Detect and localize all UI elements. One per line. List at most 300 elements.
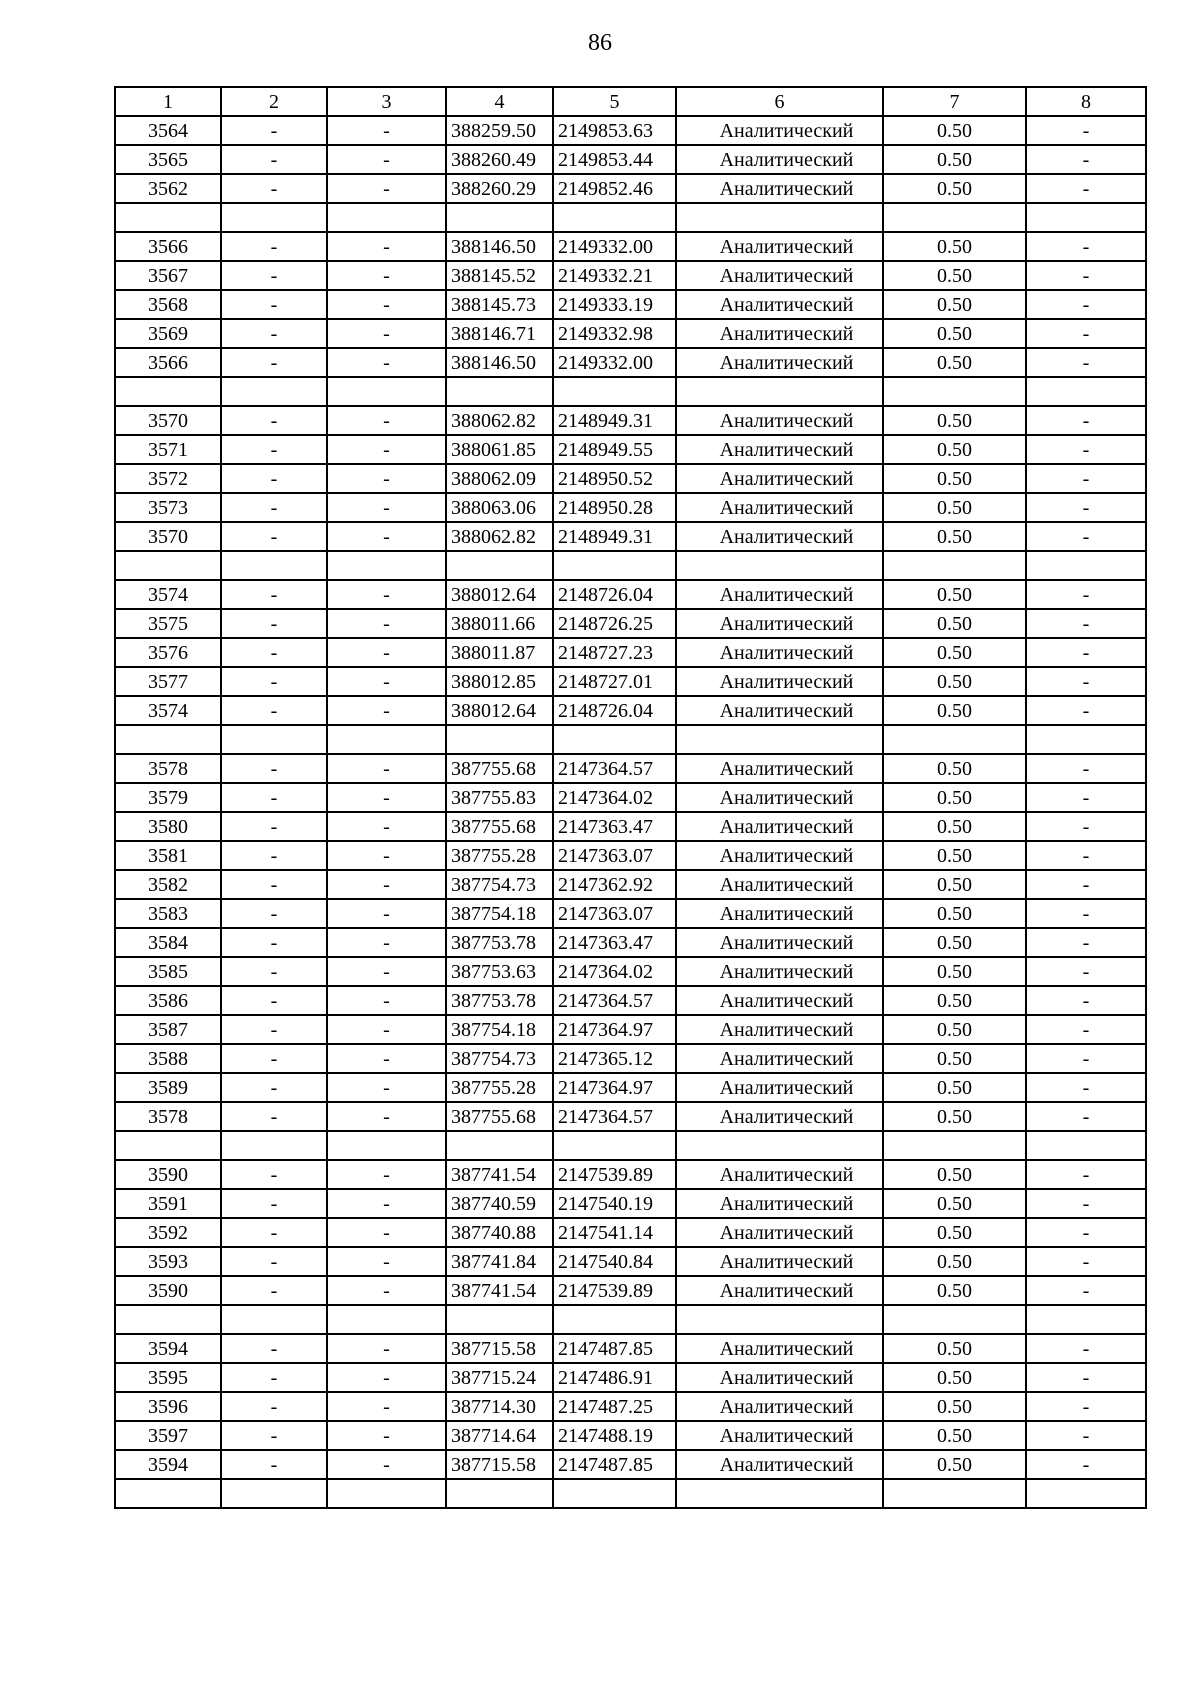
point-number-cell: 3590 — [115, 1276, 221, 1305]
col3-cell: - — [327, 493, 446, 522]
separator-row — [115, 551, 1146, 580]
col8-cell — [1026, 203, 1146, 232]
col3-cell: - — [327, 899, 446, 928]
col8-cell — [1026, 551, 1146, 580]
y-coordinate-cell: 2147540.19 — [553, 1189, 676, 1218]
y-coordinate-cell: 2147364.97 — [553, 1015, 676, 1044]
point-number-cell: 3572 — [115, 464, 221, 493]
method-cell: Аналитический — [676, 899, 883, 928]
y-coordinate-cell: 2147540.84 — [553, 1247, 676, 1276]
method-cell: Аналитический — [676, 754, 883, 783]
table-row — [115, 464, 1146, 493]
col2-cell: - — [221, 928, 327, 957]
accuracy-cell: 0.50 — [883, 870, 1026, 899]
method-cell: Аналитический — [676, 1247, 883, 1276]
y-coordinate-cell: 2149332.00 — [553, 348, 676, 377]
col2-cell: - — [221, 232, 327, 261]
accuracy-cell: 0.50 — [883, 696, 1026, 725]
col3-cell: - — [327, 783, 446, 812]
point-number-cell: 3589 — [115, 1073, 221, 1102]
col3-cell: - — [327, 609, 446, 638]
y-coordinate-cell: 2148949.31 — [553, 406, 676, 435]
table-row — [115, 667, 1146, 696]
col3-cell — [327, 1305, 446, 1334]
table-row — [115, 1073, 1146, 1102]
col3-cell — [327, 551, 446, 580]
table-row — [115, 609, 1146, 638]
accuracy-cell: 0.50 — [883, 1102, 1026, 1131]
x-coordinate-cell: 388145.52 — [446, 261, 553, 290]
col2-cell: - — [221, 1218, 327, 1247]
y-coordinate-cell: 2147487.25 — [553, 1392, 676, 1421]
y-coordinate-cell: 2147486.91 — [553, 1363, 676, 1392]
accuracy-cell: 0.50 — [883, 1276, 1026, 1305]
col2-cell: - — [221, 319, 327, 348]
y-coordinate-cell: 2147364.97 — [553, 1073, 676, 1102]
col2-cell: - — [221, 1247, 327, 1276]
col8-cell: - — [1026, 406, 1146, 435]
col2-cell: - — [221, 580, 327, 609]
accuracy-cell: 0.50 — [883, 261, 1026, 290]
point-number-cell: 3568 — [115, 290, 221, 319]
x-coordinate-cell: 387741.84 — [446, 1247, 553, 1276]
x-coordinate-cell: 388260.29 — [446, 174, 553, 203]
col2-cell: - — [221, 1189, 327, 1218]
method-cell — [676, 725, 883, 754]
col3-cell: - — [327, 1218, 446, 1247]
col2-cell: - — [221, 493, 327, 522]
x-coordinate-cell: 387755.28 — [446, 841, 553, 870]
method-cell — [676, 1305, 883, 1334]
col3-cell: - — [327, 406, 446, 435]
page-number: 86 — [588, 30, 612, 56]
accuracy-cell — [883, 1305, 1026, 1334]
y-coordinate-cell: 2147364.57 — [553, 986, 676, 1015]
col3-cell: - — [327, 1160, 446, 1189]
x-coordinate-cell: 388011.87 — [446, 638, 553, 667]
x-coordinate-cell — [446, 1131, 553, 1160]
point-number-cell: 3578 — [115, 1102, 221, 1131]
col8-cell: - — [1026, 1247, 1146, 1276]
accuracy-cell: 0.50 — [883, 493, 1026, 522]
separator-row — [115, 377, 1146, 406]
col2-cell: - — [221, 1450, 327, 1479]
point-number-cell: 3566 — [115, 232, 221, 261]
coordinates-table — [114, 86, 1147, 1509]
point-number-cell: 3587 — [115, 1015, 221, 1044]
x-coordinate-cell: 387753.78 — [446, 986, 553, 1015]
y-coordinate-cell: 2147541.14 — [553, 1218, 676, 1247]
method-cell: Аналитический — [676, 1073, 883, 1102]
table-row — [115, 1189, 1146, 1218]
point-number-cell: 3586 — [115, 986, 221, 1015]
separator-row — [115, 725, 1146, 754]
x-coordinate-cell: 388062.82 — [446, 522, 553, 551]
col2-cell — [221, 377, 327, 406]
method-cell: Аналитический — [676, 1276, 883, 1305]
col2-cell: - — [221, 1160, 327, 1189]
x-coordinate-cell: 387715.58 — [446, 1450, 553, 1479]
col8-cell: - — [1026, 464, 1146, 493]
y-coordinate-cell: 2148950.28 — [553, 493, 676, 522]
y-coordinate-cell — [553, 1131, 676, 1160]
table-row — [115, 1160, 1146, 1189]
col3-cell — [327, 725, 446, 754]
col2-cell: - — [221, 1073, 327, 1102]
col8-cell: - — [1026, 638, 1146, 667]
col2-cell: - — [221, 174, 327, 203]
col8-cell: - — [1026, 116, 1146, 145]
col2-cell: - — [221, 435, 327, 464]
method-cell: Аналитический — [676, 1363, 883, 1392]
y-coordinate-cell: 2147363.47 — [553, 812, 676, 841]
col2-cell — [221, 1305, 327, 1334]
point-number-cell: 3575 — [115, 609, 221, 638]
col8-cell: - — [1026, 899, 1146, 928]
col3-cell: - — [327, 986, 446, 1015]
col8-cell: - — [1026, 1189, 1146, 1218]
method-cell: Аналитический — [676, 667, 883, 696]
header-cell: 7 — [883, 87, 1026, 116]
col8-cell: - — [1026, 319, 1146, 348]
col3-cell: - — [327, 1073, 446, 1102]
col3-cell: - — [327, 638, 446, 667]
method-cell: Аналитический — [676, 841, 883, 870]
x-coordinate-cell: 388011.66 — [446, 609, 553, 638]
col8-cell: - — [1026, 1450, 1146, 1479]
accuracy-cell: 0.50 — [883, 1392, 1026, 1421]
col3-cell: - — [327, 812, 446, 841]
col3-cell: - — [327, 348, 446, 377]
col2-cell: - — [221, 116, 327, 145]
table-row — [115, 928, 1146, 957]
col3-cell: - — [327, 1392, 446, 1421]
col8-cell: - — [1026, 1276, 1146, 1305]
method-cell: Аналитический — [676, 232, 883, 261]
point-number-cell: 3593 — [115, 1247, 221, 1276]
accuracy-cell: 0.50 — [883, 174, 1026, 203]
accuracy-cell: 0.50 — [883, 232, 1026, 261]
method-cell: Аналитический — [676, 406, 883, 435]
y-coordinate-cell: 2147362.92 — [553, 870, 676, 899]
y-coordinate-cell: 2147487.85 — [553, 1450, 676, 1479]
col2-cell: - — [221, 1015, 327, 1044]
table-row — [115, 145, 1146, 174]
col8-cell: - — [1026, 1160, 1146, 1189]
point-number-cell: 3590 — [115, 1160, 221, 1189]
accuracy-cell: 0.50 — [883, 1073, 1026, 1102]
point-number-cell: 3594 — [115, 1450, 221, 1479]
col8-cell: - — [1026, 1102, 1146, 1131]
table-row — [115, 232, 1146, 261]
accuracy-cell: 0.50 — [883, 754, 1026, 783]
accuracy-cell: 0.50 — [883, 841, 1026, 870]
accuracy-cell: 0.50 — [883, 464, 1026, 493]
col8-cell: - — [1026, 928, 1146, 957]
table-row — [115, 290, 1146, 319]
table-row — [115, 116, 1146, 145]
y-coordinate-cell: 2147364.57 — [553, 1102, 676, 1131]
x-coordinate-cell: 388260.49 — [446, 145, 553, 174]
table-row — [115, 1450, 1146, 1479]
point-number-cell: 3570 — [115, 406, 221, 435]
method-cell: Аналитический — [676, 1015, 883, 1044]
col3-cell: - — [327, 754, 446, 783]
x-coordinate-cell — [446, 725, 553, 754]
method-cell: Аналитический — [676, 638, 883, 667]
method-cell: Аналитический — [676, 464, 883, 493]
point-number-cell: 3592 — [115, 1218, 221, 1247]
col8-cell: - — [1026, 986, 1146, 1015]
accuracy-cell: 0.50 — [883, 116, 1026, 145]
header-cell: 1 — [115, 87, 221, 116]
col3-cell: - — [327, 1044, 446, 1073]
y-coordinate-cell — [553, 551, 676, 580]
col8-cell: - — [1026, 290, 1146, 319]
accuracy-cell: 0.50 — [883, 522, 1026, 551]
table-row — [115, 348, 1146, 377]
col8-cell: - — [1026, 812, 1146, 841]
accuracy-cell: 0.50 — [883, 899, 1026, 928]
col3-cell: - — [327, 667, 446, 696]
header-cell: 3 — [327, 87, 446, 116]
col2-cell: - — [221, 290, 327, 319]
table-row — [115, 493, 1146, 522]
table-row — [115, 783, 1146, 812]
accuracy-cell: 0.50 — [883, 783, 1026, 812]
col8-cell — [1026, 377, 1146, 406]
col8-cell: - — [1026, 261, 1146, 290]
table-row — [115, 986, 1146, 1015]
accuracy-cell: 0.50 — [883, 1160, 1026, 1189]
accuracy-cell: 0.50 — [883, 1450, 1026, 1479]
y-coordinate-cell — [553, 725, 676, 754]
col2-cell: - — [221, 638, 327, 667]
col8-cell: - — [1026, 1392, 1146, 1421]
method-cell: Аналитический — [676, 1189, 883, 1218]
col2-cell: - — [221, 145, 327, 174]
method-cell: Аналитический — [676, 522, 883, 551]
method-cell: Аналитический — [676, 261, 883, 290]
method-cell — [676, 203, 883, 232]
point-number-cell: 3577 — [115, 667, 221, 696]
point-number-cell: 3574 — [115, 580, 221, 609]
col3-cell: - — [327, 464, 446, 493]
table-row — [115, 1363, 1146, 1392]
col8-cell — [1026, 725, 1146, 754]
y-coordinate-cell: 2147363.47 — [553, 928, 676, 957]
col8-cell: - — [1026, 174, 1146, 203]
accuracy-cell: 0.50 — [883, 1247, 1026, 1276]
col8-cell: - — [1026, 696, 1146, 725]
x-coordinate-cell: 387754.73 — [446, 870, 553, 899]
table-row — [115, 754, 1146, 783]
col3-cell: - — [327, 1015, 446, 1044]
table-row — [115, 870, 1146, 899]
point-number-cell: 3585 — [115, 957, 221, 986]
x-coordinate-cell: 388012.64 — [446, 580, 553, 609]
col2-cell: - — [221, 406, 327, 435]
method-cell: Аналитический — [676, 1044, 883, 1073]
x-coordinate-cell: 388259.50 — [446, 116, 553, 145]
col3-cell: - — [327, 1189, 446, 1218]
accuracy-cell: 0.50 — [883, 145, 1026, 174]
header-cell: 8 — [1026, 87, 1146, 116]
col3-cell: - — [327, 261, 446, 290]
method-cell — [676, 1131, 883, 1160]
accuracy-cell: 0.50 — [883, 290, 1026, 319]
accuracy-cell: 0.50 — [883, 406, 1026, 435]
col3-cell: - — [327, 1247, 446, 1276]
col8-cell: - — [1026, 580, 1146, 609]
table-row — [115, 522, 1146, 551]
col8-cell: - — [1026, 609, 1146, 638]
y-coordinate-cell — [553, 1305, 676, 1334]
method-cell: Аналитический — [676, 1160, 883, 1189]
method-cell: Аналитический — [676, 609, 883, 638]
col8-cell: - — [1026, 348, 1146, 377]
method-cell: Аналитический — [676, 580, 883, 609]
table-row — [115, 812, 1146, 841]
separator-row — [115, 1479, 1146, 1508]
method-cell: Аналитический — [676, 290, 883, 319]
y-coordinate-cell: 2149332.00 — [553, 232, 676, 261]
col3-cell — [327, 377, 446, 406]
point-number-cell — [115, 725, 221, 754]
point-number-cell — [115, 1305, 221, 1334]
y-coordinate-cell: 2148949.31 — [553, 522, 676, 551]
col8-cell: - — [1026, 1363, 1146, 1392]
col2-cell: - — [221, 1421, 327, 1450]
x-coordinate-cell: 388012.64 — [446, 696, 553, 725]
y-coordinate-cell — [553, 377, 676, 406]
col8-cell — [1026, 1131, 1146, 1160]
col2-cell: - — [221, 754, 327, 783]
point-number-cell — [115, 377, 221, 406]
y-coordinate-cell: 2147539.89 — [553, 1276, 676, 1305]
method-cell: Аналитический — [676, 986, 883, 1015]
method-cell: Аналитический — [676, 870, 883, 899]
accuracy-cell — [883, 377, 1026, 406]
col3-cell — [327, 1131, 446, 1160]
point-number-cell: 3576 — [115, 638, 221, 667]
point-number-cell: 3581 — [115, 841, 221, 870]
col2-cell: - — [221, 812, 327, 841]
accuracy-cell: 0.50 — [883, 348, 1026, 377]
header-cell: 2 — [221, 87, 327, 116]
point-number-cell: 3591 — [115, 1189, 221, 1218]
y-coordinate-cell: 2147363.07 — [553, 899, 676, 928]
col8-cell: - — [1026, 145, 1146, 174]
method-cell: Аналитический — [676, 116, 883, 145]
col3-cell: - — [327, 957, 446, 986]
x-coordinate-cell: 387755.28 — [446, 1073, 553, 1102]
y-coordinate-cell: 2147539.89 — [553, 1160, 676, 1189]
table-row — [115, 261, 1146, 290]
accuracy-cell: 0.50 — [883, 435, 1026, 464]
y-coordinate-cell: 2149853.63 — [553, 116, 676, 145]
table-row — [115, 319, 1146, 348]
col3-cell — [327, 1479, 446, 1508]
table-row — [115, 1247, 1146, 1276]
table-row — [115, 1392, 1146, 1421]
x-coordinate-cell: 388146.50 — [446, 348, 553, 377]
col8-cell: - — [1026, 1334, 1146, 1363]
point-number-cell: 3582 — [115, 870, 221, 899]
method-cell: Аналитический — [676, 145, 883, 174]
point-number-cell: 3588 — [115, 1044, 221, 1073]
col8-cell: - — [1026, 493, 1146, 522]
table-row — [115, 1334, 1146, 1363]
col2-cell: - — [221, 841, 327, 870]
col3-cell: - — [327, 174, 446, 203]
accuracy-cell: 0.50 — [883, 638, 1026, 667]
table-row — [115, 1276, 1146, 1305]
col2-cell — [221, 1479, 327, 1508]
y-coordinate-cell: 2147364.57 — [553, 754, 676, 783]
col2-cell: - — [221, 986, 327, 1015]
x-coordinate-cell: 387755.83 — [446, 783, 553, 812]
header-cell: 5 — [553, 87, 676, 116]
col3-cell: - — [327, 1421, 446, 1450]
table-row — [115, 435, 1146, 464]
col2-cell: - — [221, 667, 327, 696]
accuracy-cell: 0.50 — [883, 1189, 1026, 1218]
col8-cell — [1026, 1479, 1146, 1508]
accuracy-cell: 0.50 — [883, 957, 1026, 986]
accuracy-cell: 0.50 — [883, 667, 1026, 696]
col3-cell — [327, 203, 446, 232]
x-coordinate-cell: 387740.59 — [446, 1189, 553, 1218]
point-number-cell: 3595 — [115, 1363, 221, 1392]
x-coordinate-cell — [446, 1305, 553, 1334]
method-cell — [676, 377, 883, 406]
method-cell: Аналитический — [676, 174, 883, 203]
y-coordinate-cell: 2147363.07 — [553, 841, 676, 870]
y-coordinate-cell: 2147365.12 — [553, 1044, 676, 1073]
accuracy-cell: 0.50 — [883, 986, 1026, 1015]
table-row — [115, 1102, 1146, 1131]
accuracy-cell: 0.50 — [883, 609, 1026, 638]
accuracy-cell: 0.50 — [883, 1363, 1026, 1392]
col2-cell: - — [221, 261, 327, 290]
col8-cell: - — [1026, 1073, 1146, 1102]
x-coordinate-cell: 388012.85 — [446, 667, 553, 696]
col8-cell: - — [1026, 232, 1146, 261]
point-number-cell: 3564 — [115, 116, 221, 145]
point-number-cell: 3567 — [115, 261, 221, 290]
x-coordinate-cell: 387753.78 — [446, 928, 553, 957]
table-row — [115, 899, 1146, 928]
x-coordinate-cell: 387754.18 — [446, 899, 553, 928]
table-row — [115, 1015, 1146, 1044]
x-coordinate-cell: 388146.71 — [446, 319, 553, 348]
method-cell: Аналитический — [676, 783, 883, 812]
table-row — [115, 174, 1146, 203]
table-row — [115, 957, 1146, 986]
y-coordinate-cell: 2148726.04 — [553, 580, 676, 609]
y-coordinate-cell: 2147364.02 — [553, 783, 676, 812]
col3-cell: - — [327, 870, 446, 899]
x-coordinate-cell — [446, 203, 553, 232]
accuracy-cell: 0.50 — [883, 1044, 1026, 1073]
col8-cell: - — [1026, 435, 1146, 464]
col2-cell: - — [221, 870, 327, 899]
method-cell — [676, 551, 883, 580]
accuracy-cell: 0.50 — [883, 319, 1026, 348]
accuracy-cell: 0.50 — [883, 1015, 1026, 1044]
col3-cell: - — [327, 696, 446, 725]
